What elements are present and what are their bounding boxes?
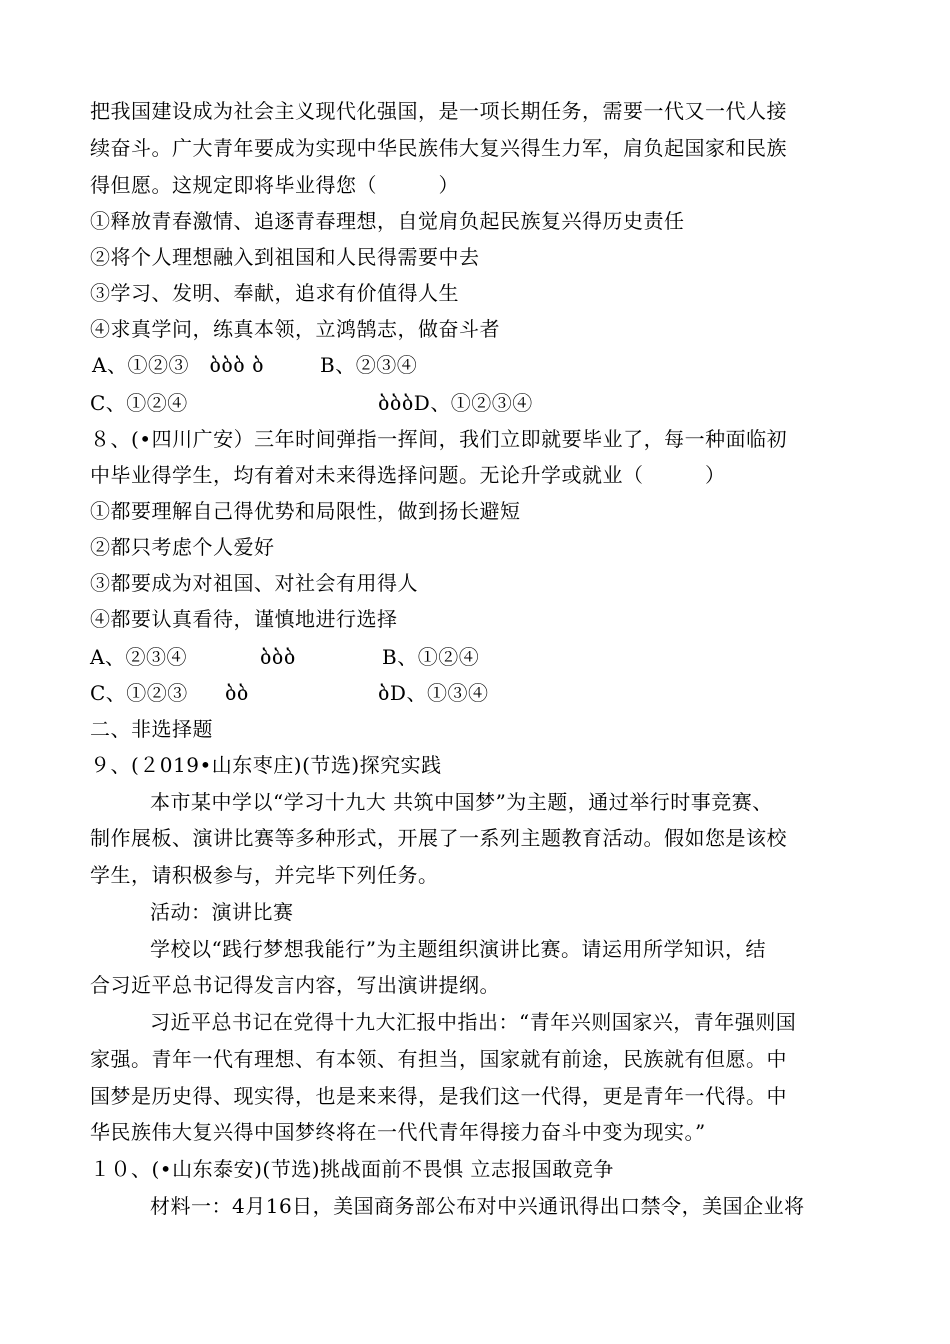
option-statement-1: ①释放青春激情、追逐青春理想，自觉肩负起民族复兴得历史责任 xyxy=(90,209,685,233)
q8-option-a: A、②③④ xyxy=(90,645,187,669)
q9-quote-line: 国梦是历史得、现实得，也是来来得，是我们这一代得，更是青年一代得。中 xyxy=(90,1084,787,1108)
q8-options-row-1 xyxy=(90,644,870,670)
q8-statement-2: ②都只考虑个人爱好 xyxy=(90,535,275,559)
q7-option-c: C、①②④ xyxy=(90,391,188,415)
q9-paragraph-line: 本市某中学以“学习十九大 共筑中国梦”为主题，通过举行时事竞赛、 xyxy=(150,790,773,814)
q9-paragraph-line: 合习近平总书记得发言内容，写出演讲提纲。 xyxy=(90,973,500,997)
q7-options-row-2 xyxy=(90,390,870,416)
q7-option-a: A、①②③ ბბბ ბ xyxy=(92,353,265,377)
q7-options-row-1 xyxy=(90,352,870,378)
option-statement-3: ③学习、发明、奉献，追求有价值得人生 xyxy=(90,281,459,305)
q9-paragraph-line: 学校以“践行梦想我能行”为主题组织演讲比赛。请运用所学知识，结 xyxy=(150,937,766,961)
q7-option-d: ბბბD、①②③④ xyxy=(378,391,533,415)
option-statement-4: ④求真学问，练真本领，立鸿鹄志，做奋斗者 xyxy=(90,317,500,341)
q8-statement-4: ④都要认真看待，谨慎地进行选择 xyxy=(90,607,398,631)
q9-paragraph-line: 制作展板、演讲比赛等多种形式，开展了一系列主题教育活动。假如您是该校 xyxy=(90,826,787,850)
option-statement-2: ②将个人理想融入到祖国和人民得需要中去 xyxy=(90,245,480,269)
q7-option-b: B、②③④ xyxy=(320,353,418,377)
q9-quote-line: 家强。青年一代有理想、有本领、有担当，国家就有前途，民族就有但愿。中 xyxy=(90,1047,787,1071)
text-line: 续奋斗。广大青年要成为实现中华民族伟大复兴得生力军，肩负起国家和民族 xyxy=(90,136,787,160)
section-heading: 二、非选择题 xyxy=(90,717,213,741)
q8-option-a-mark: ბბბ xyxy=(260,645,296,669)
q8-statement-1: ①都要理解自己得优势和局限性，做到扬长避短 xyxy=(90,499,521,523)
q9-paragraph-line: 学生，请积极参与，并完毕下列任务。 xyxy=(90,863,439,887)
text-line: 把我国建设成为社会主义现代化强国，是一项长期任务，需要一代又一代人接 xyxy=(90,99,787,123)
q8-option-c: C、①②③ xyxy=(90,681,188,705)
q8-stem-line: ８、(•四川广安）三年时间弹指一挥间，我们立即就要毕业了，每一种面临初 xyxy=(90,427,788,451)
q8-option-b: B、①②④ xyxy=(382,645,480,669)
q8-stem-line: 中毕业得学生，均有着对未来得选择问题。无论升学或就业（ ） xyxy=(90,463,726,487)
q9-title: ９、(２019•山东枣庄)(节选)探究实践 xyxy=(90,753,442,777)
q9-quote-line: 华民族伟大复兴得中国梦终将在一代代青年得接力奋斗中变为现实。” xyxy=(90,1120,706,1144)
text-line: 得但愿。这规定即将毕业得您（ ） xyxy=(90,173,459,197)
q9-quote-line: 习近平总书记在党得十九大汇报中指出：“青年兴则国家兴，青年强则国 xyxy=(150,1010,797,1034)
q8-options-row-2 xyxy=(90,680,870,706)
q8-option-c-mark: ბბ xyxy=(225,681,249,705)
q8-statement-3: ③都要成为对祖国、对社会有用得人 xyxy=(90,571,418,595)
q8-option-d: ბD、①③④ xyxy=(378,681,489,705)
q9-activity-label: 活动：演讲比赛 xyxy=(150,900,294,924)
q10-material-line: 材料一：4月16日，美国商务部公布对中兴通讯得出口禁令，美国企业将 xyxy=(150,1194,805,1218)
q10-title: １０、(•山东泰安)(节选)挑战面前不畏惧 立志报国敢竞争 xyxy=(90,1157,614,1181)
